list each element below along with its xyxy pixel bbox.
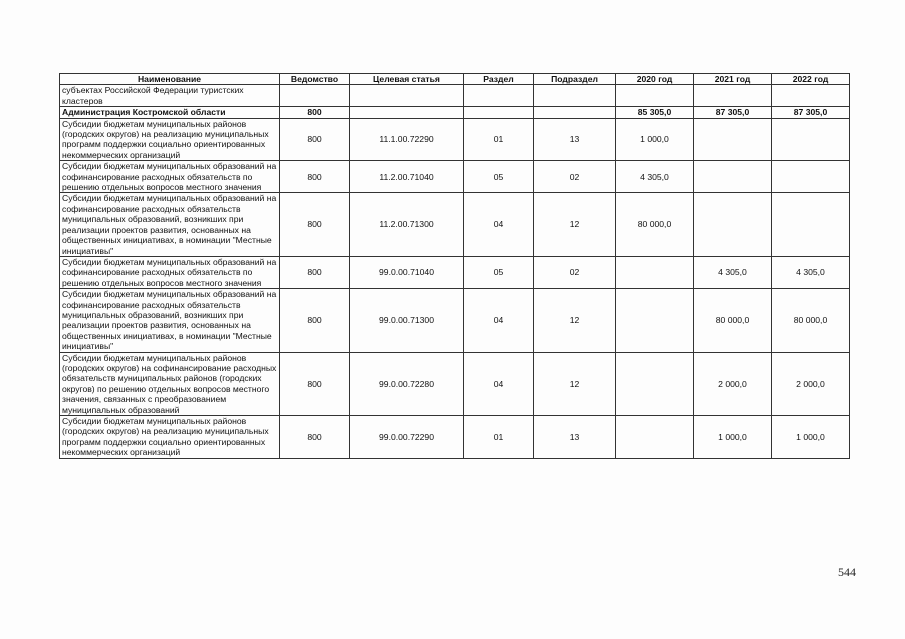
cell-2021: 80 000,0 [694, 289, 772, 352]
table-row [60, 193, 850, 256]
cell-2021: 4 305,0 [694, 256, 772, 288]
header-2022: 2022 год [772, 74, 850, 85]
cell-2020: 85 305,0 [616, 107, 694, 118]
cell-2022: 80 000,0 [772, 289, 850, 352]
cell-2020: 80 000,0 [616, 193, 694, 256]
cell-target-article [350, 85, 464, 107]
cell-podrazdel: 13 [534, 118, 616, 161]
cell-2020 [616, 352, 694, 415]
cell-razdel: 05 [464, 256, 534, 288]
table-row [60, 85, 850, 107]
cell-2020 [616, 289, 694, 352]
table-row [60, 256, 850, 288]
cell-razdel: 01 [464, 118, 534, 161]
cell-2022 [772, 118, 850, 161]
cell-2021: 1 000,0 [694, 416, 772, 459]
cell-2020: 4 305,0 [616, 161, 694, 193]
table-row [60, 118, 850, 161]
table-row [60, 289, 850, 352]
cell-target-article [350, 107, 464, 118]
header-row [60, 74, 850, 85]
cell-razdel [464, 107, 534, 118]
cell-razdel: 04 [464, 193, 534, 256]
cell-podrazdel: 12 [534, 289, 616, 352]
cell-2022: 4 305,0 [772, 256, 850, 288]
cell-target-article: 11.1.00.72290 [350, 118, 464, 161]
cell-2022: 87 305,0 [772, 107, 850, 118]
cell-name: Субсидии бюджетам муниципальных образований на софинансирование расходных обязательств муниципальных образований, возникших при реализации проектов развития, основанных на общественных инициативах, в номинации "Местные инициативы" [60, 193, 280, 256]
cell-2021 [694, 193, 772, 256]
page-number: 544 [838, 565, 856, 579]
cell-name: Администрация Костромской области [60, 107, 280, 118]
table-row [60, 416, 850, 459]
header-naimenovanie: Наименование [60, 74, 280, 85]
cell-vedomstvo: 800 [280, 256, 350, 288]
cell-vedomstvo: 800 [280, 107, 350, 118]
cell-vedomstvo: 800 [280, 193, 350, 256]
cell-2021: 2 000,0 [694, 352, 772, 415]
table-row [60, 352, 850, 415]
cell-2022 [772, 193, 850, 256]
cell-podrazdel: 12 [534, 193, 616, 256]
cell-razdel: 04 [464, 289, 534, 352]
cell-vedomstvo: 800 [280, 416, 350, 459]
cell-name: Субсидии бюджетам муниципальных образований на софинансирование расходных обязательств муниципальных образований, возникших при реализации проектов развития, основанных на общественных инициативах, в номинации "Местные инициативы" [60, 289, 280, 352]
cell-2022: 1 000,0 [772, 416, 850, 459]
cell-razdel: 01 [464, 416, 534, 459]
cell-vedomstvo [280, 85, 350, 107]
cell-2021 [694, 118, 772, 161]
cell-podrazdel: 13 [534, 416, 616, 459]
cell-vedomstvo: 800 [280, 289, 350, 352]
cell-target-article: 11.2.00.71040 [350, 161, 464, 193]
cell-name: Субсидии бюджетам муниципальных образований на софинансирование расходных обязательств по решению отдельных вопросов местного значения [60, 161, 280, 193]
cell-name: Субсидии бюджетам муниципальных районов (городских округов) на реализацию муниципальных программ поддержки социально ориентированных некоммерческих организаций [60, 118, 280, 161]
cell-2020 [616, 256, 694, 288]
cell-target-article: 99.0.00.72290 [350, 416, 464, 459]
cell-podrazdel: 02 [534, 161, 616, 193]
cell-podrazdel: 02 [534, 256, 616, 288]
header-vedomstvo: Ведомство [280, 74, 350, 85]
cell-name: Субсидии бюджетам муниципальных районов (городских округов) на реализацию муниципальных программ поддержки социально ориентированных некоммерческих организаций [60, 416, 280, 459]
cell-podrazdel [534, 85, 616, 107]
cell-podrazdel: 12 [534, 352, 616, 415]
table-row [60, 107, 850, 118]
cell-name: субъектах Российской Федерации туристских кластеров [60, 85, 280, 107]
table-body [60, 85, 850, 458]
cell-2020: 1 000,0 [616, 118, 694, 161]
cell-razdel: 04 [464, 352, 534, 415]
cell-vedomstvo: 800 [280, 161, 350, 193]
cell-2020 [616, 416, 694, 459]
cell-target-article: 99.0.00.71040 [350, 256, 464, 288]
cell-name: Субсидии бюджетам муниципальных районов (городских округов) на софинансирование расходных обязательств муниципальных районов (городских округов) по решению отдельных вопросов местного значения, связанных с преобразованием муниципальных образований [60, 352, 280, 415]
cell-razdel [464, 85, 534, 107]
cell-name: Субсидии бюджетам муниципальных образований на софинансирование расходных обязательств по решению отдельных вопросов местного значения [60, 256, 280, 288]
header-2020: 2020 год [616, 74, 694, 85]
cell-vedomstvo: 800 [280, 118, 350, 161]
header-podrazdel: Подраздел [534, 74, 616, 85]
header-razdel: Раздел [464, 74, 534, 85]
cell-vedomstvo: 800 [280, 352, 350, 415]
cell-2022 [772, 85, 850, 107]
cell-2020 [616, 85, 694, 107]
cell-razdel: 05 [464, 161, 534, 193]
cell-target-article: 99.0.00.72280 [350, 352, 464, 415]
cell-target-article: 99.0.00.71300 [350, 289, 464, 352]
header-2021: 2021 год [694, 74, 772, 85]
cell-target-article: 11.2.00.71300 [350, 193, 464, 256]
cell-podrazdel [534, 107, 616, 118]
cell-2021 [694, 161, 772, 193]
header-target-article: Целевая статья [350, 74, 464, 85]
cell-2021: 87 305,0 [694, 107, 772, 118]
budget-table [59, 73, 850, 459]
cell-2022 [772, 161, 850, 193]
cell-2022: 2 000,0 [772, 352, 850, 415]
cell-2021 [694, 85, 772, 107]
table-row [60, 161, 850, 193]
